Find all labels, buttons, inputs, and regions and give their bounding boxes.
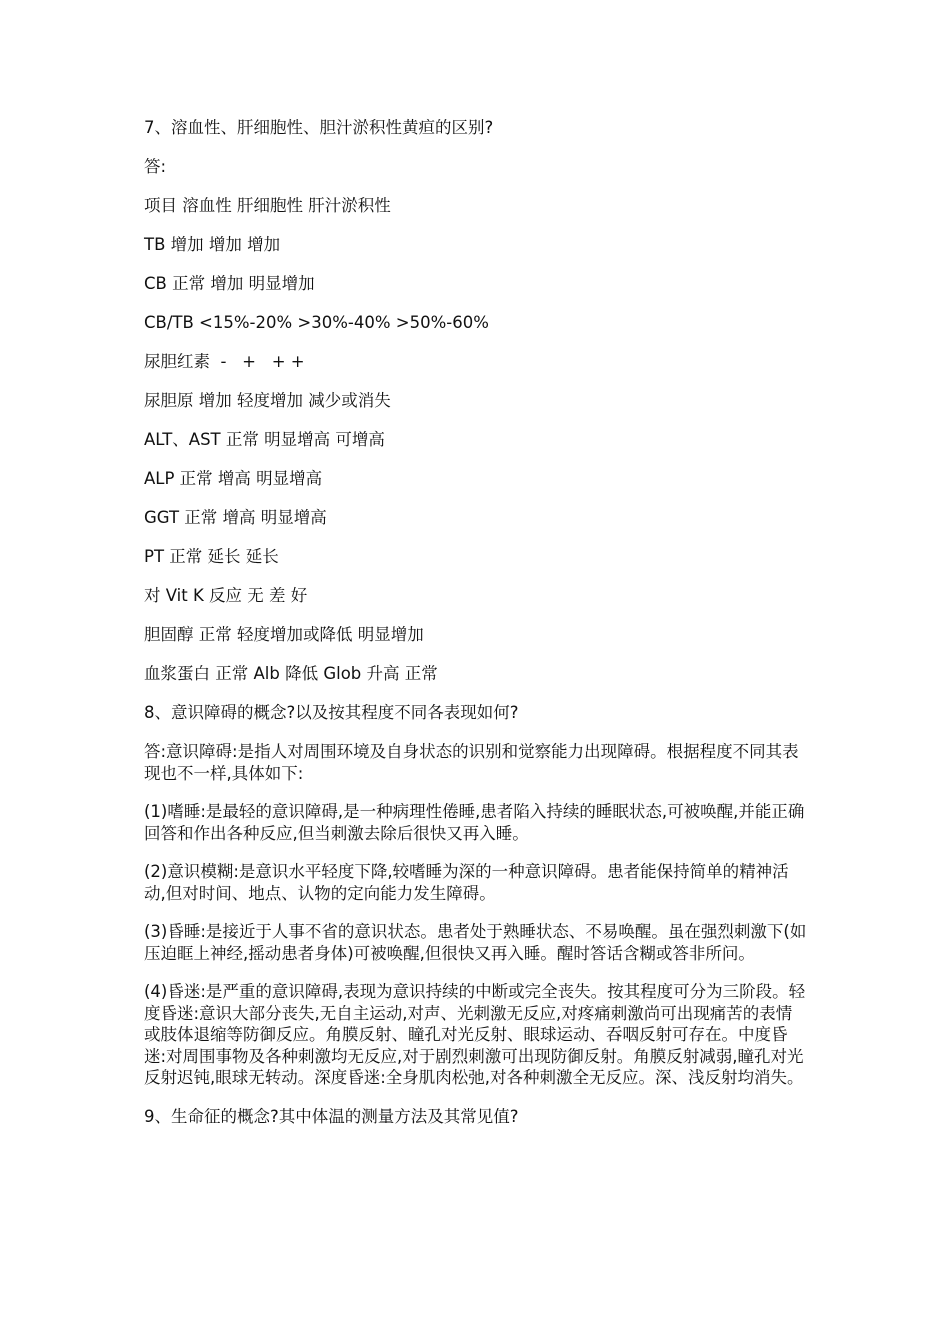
question-9-heading: 9、生命征的概念?其中体温的测量方法及其常见值? [144, 1106, 519, 1126]
comparison-row-cb-tb: CB/TB <15%-20% >30%-40% >50%-60% [144, 313, 489, 332]
question-8-heading: 8、意识障碍的概念?以及按其程度不同各表现如何? [144, 703, 519, 722]
comparison-row-urobilin: 尿胆红素 - + + + [144, 352, 305, 371]
consciousness-item-stupor: (3)昏睡:是接近于人事不省的意识状态。患者处于熟睡状态、不易唤醒。虽在强烈刺激下(如压迫眶上神经,摇动患者身体)可被唤醒,但很快又再入睡。醒时答话含糊或答非所问。 [144, 922, 807, 963]
comparison-row-alt-ast: ALT、AST 正常 明显增高 可增高 [144, 430, 385, 449]
question-8-answer: 答:意识障碍:是指人对周围环境及自身状态的识别和觉察能力出现障碍。根据程度不同其表现也不一样,具体如下: [144, 742, 799, 783]
comparison-row-cholesterol: 胆固醇 正常 轻度增加或降低 明显增加 [144, 625, 424, 644]
answer-label: 答: [144, 157, 167, 176]
document-page [144, 117, 808, 1145]
comparison-row-alp: ALP 正常 增高 明显增高 [144, 469, 323, 488]
comparison-row-plasma-protein: 血浆蛋白 正常 Alb 降低 Glob 升高 正常 [144, 664, 438, 683]
comparison-row-ggt: GGT 正常 增高 明显增高 [144, 508, 327, 527]
comparison-row-vitk: 对 Vit K 反应 无 差 好 [144, 586, 308, 605]
comparison-row-pt: PT 正常 延长 延长 [144, 547, 279, 566]
consciousness-item-coma: (4)昏迷:是严重的意识障碍,表现为意识持续的中断或完全丧失。按其程度可分为三阶段。轻度昏迷:意识大部分丧失,无自主运动,对声、光刺激无反应,对疼痛刺激尚可出现痛苦的表情或肢体退缩等防御反应。角膜反射、瞳孔对光反射、眼球运动、吞咽反射可存在。中度昏迷:对周围事物及各种刺激均无反应,对于剧烈刺激可出现防御反射。角膜反射减弱,瞳孔对光反射迟钝,眼球无转动。深度昏迷:全身肌肉松弛,对各种刺激全无反应。深、浅反射均消失。 [144, 982, 806, 1087]
consciousness-item-somnolence: (1)嗜睡:是最轻的意识障碍,是一种病理性倦睡,患者陷入持续的睡眠状态,可被唤醒,并能正确回答和作出各种反应,但当刺激去除后很快又再入睡。 [144, 802, 805, 843]
comparison-row-urobilinogen: 尿胆原 增加 轻度增加 减少或消失 [144, 391, 391, 410]
consciousness-item-confusion: (2)意识模糊:是意识水平轻度下降,较嗜睡为深的一种意识障碍。患者能保持简单的精神活动,但对时间、地点、认物的定向能力发生障碍。 [144, 862, 789, 903]
question-7-heading: 7、溶血性、肝细胞性、胆汁淤积性黄疸的区别? [144, 118, 494, 137]
comparison-row-header: 项目 溶血性 肝细胞性 肝汁淤积性 [144, 196, 391, 215]
jaundice-comparison-list [144, 195, 808, 684]
comparison-row-cb: CB 正常 增加 明显增加 [144, 274, 315, 293]
comparison-row-tb: TB 增加 增加 增加 [144, 235, 281, 254]
